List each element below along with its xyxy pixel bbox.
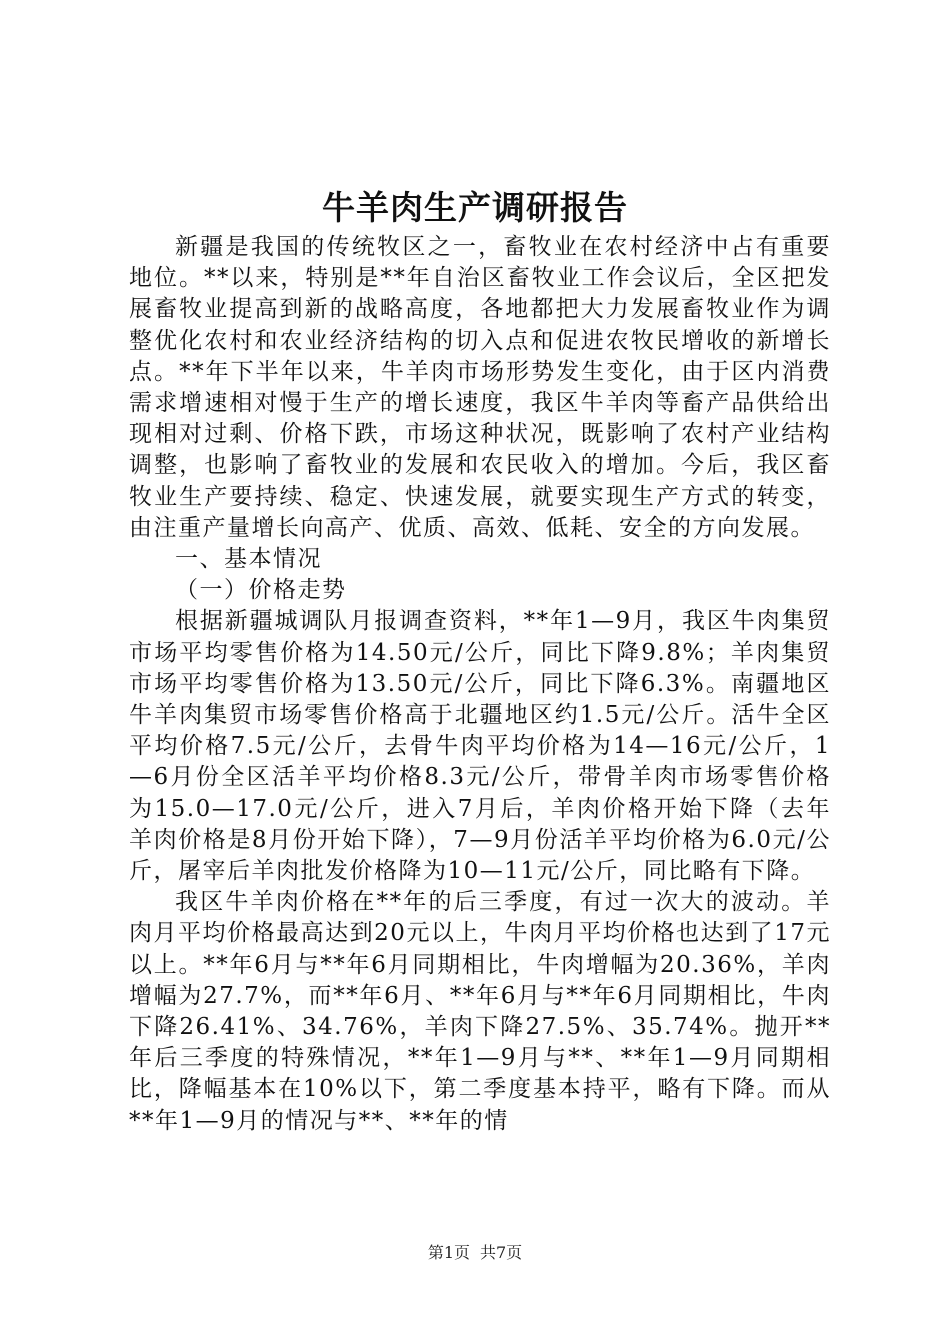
page-number-total: 共7页 [480,1243,523,1262]
intro-paragraph: 新疆是我国的传统牧区之一，畜牧业在农村经济中占有重要地位。**以来，特别是**年自治区畜牧业工作会议后，全区把发展畜牧业提高到新的战略高度，各地都把大力发展畜牧业作为调整优化农村和农业经济结构的切入点和促进农牧民增收的新增长点。**年下半年以来，牛羊肉市场形势发生变化，由于区内消费需求增速相对慢于生产的增长速度，我区牛羊肉等畜产品供给出现相对过剩、价格下跌，市场这种状况，既影响了农村产业结构调整，也影响了畜牧业的发展和农民收入的增加。今后，我区畜牧业生产要持续、稳定、快速发展，就要实现生产方式的转变，由注重产量增长向高产、优质、高效、低耗、安全的方向发展。 [129,234,831,541]
document-body [129,232,831,1137]
subsection-heading-price-trend: （一）价格走势 [175,577,347,604]
price-data-paragraph: 根据新疆城调队月报调查资料，**年1—9月，我区牛肉集贸市场平均零售价格为14.50元/公斤，同比下降9.8%；羊肉集贸市场平均零售价格为13.50元/公斤，同比下降6.3%。南疆地区牛羊肉集贸市场零售价格高于北疆地区约1.5元/公斤。活牛全区平均价格7.5元/公斤，去骨牛肉平均价格为14—16元/公斤，1—6月份全区活羊平均价格8.3元/公斤，带骨羊肉市场零售价格为15.0—17.0元/公斤，进入7月后，羊肉价格开始下降（去年羊肉价格是8月份开始下降），7—9月份活羊平均价格为6.0元/公斤，屠宰后羊肉批发价格降为10—11元/公斤，同比略有下降。 [129,608,831,885]
document-title: 牛羊肉生产调研报告 [322,188,628,227]
price-fluctuation-paragraph: 我区牛羊肉价格在**年的后三季度，有过一次大的波动。羊肉月平均价格最高达到20元以上，牛肉月平均价格也达到了17元以上。**年6月与**年6月同期相比，牛肉增幅为20.36%，羊肉增幅为27.7%，而**年6月、**年6月与**年6月同期相比，牛肉下降26.41%、34.76%，羊肉下降27.5%、35.74%。抛开**年后三季度的特殊情况，**年1—9月与**、**年1—9月同期相比，降幅基本在10%以下，第二季度基本持平，略有下降。而从**年1—9月的情况与**、**年的情 [129,889,831,1134]
section-heading-basic-situation: 一、基本情况 [175,546,322,573]
page-number-current: 第1页 [427,1243,470,1262]
page-footer [0,1241,950,1265]
